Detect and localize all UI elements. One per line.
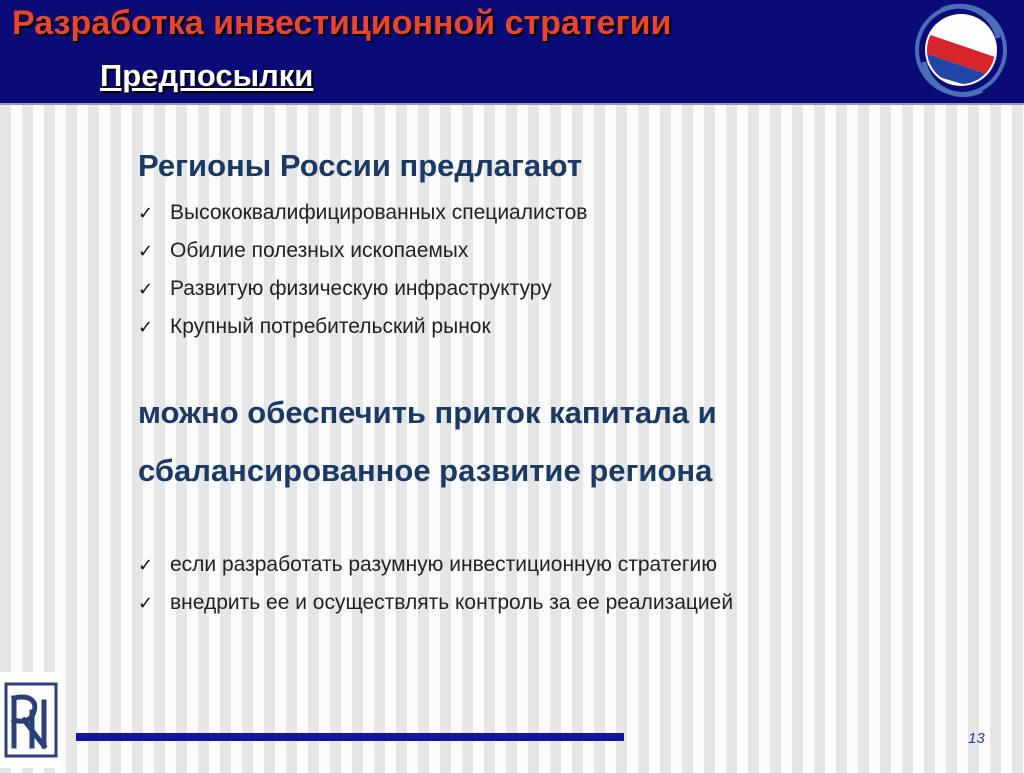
list-item-text: если разработать разумную инвестиционную стратегию — [170, 553, 717, 576]
university-monogram-graphic — [0, 672, 62, 768]
university-monogram-icon — [0, 672, 62, 768]
slide-subtitle: Предпосылки — [100, 58, 314, 93]
check-icon: ✓ — [138, 555, 154, 575]
offer-list — [138, 194, 587, 346]
footer-divider — [76, 733, 624, 741]
list-item-text: Обилие полезных ископаемых — [170, 239, 469, 262]
list-item — [138, 546, 733, 584]
check-icon: ✓ — [138, 317, 154, 337]
check-icon: ✓ — [138, 593, 154, 613]
check-icon: ✓ — [138, 241, 154, 261]
list-item-text: внедрить ее и осуществлять контроль за ее реализацией — [170, 591, 734, 614]
section-heading: Регионы России предлагают — [138, 148, 583, 183]
slide-header — [0, 0, 1024, 105]
list-item — [138, 308, 587, 346]
list-item — [138, 584, 733, 622]
round-flag-emblem-icon — [912, 2, 1010, 98]
list-item — [138, 270, 587, 308]
list-item — [138, 232, 587, 270]
list-item-text: Развитую физическую инфраструктуру — [170, 277, 552, 300]
list-item-text: Крупный потребительский рынок — [170, 315, 491, 338]
conditions-list — [138, 546, 733, 622]
page-number: 13 — [968, 730, 985, 747]
slide-title: Разработка инвестиционной стратегии — [12, 4, 672, 42]
list-item — [138, 194, 587, 232]
check-icon: ✓ — [138, 203, 154, 223]
check-icon: ✓ — [138, 279, 154, 299]
list-item-text: Высококвалифицированных специалистов — [170, 201, 588, 224]
conclusion-line: сбалансированное развитие региона — [138, 453, 713, 488]
conclusion-text — [138, 384, 717, 500]
conclusion-line: можно обеспечить приток капитала и — [138, 395, 717, 430]
